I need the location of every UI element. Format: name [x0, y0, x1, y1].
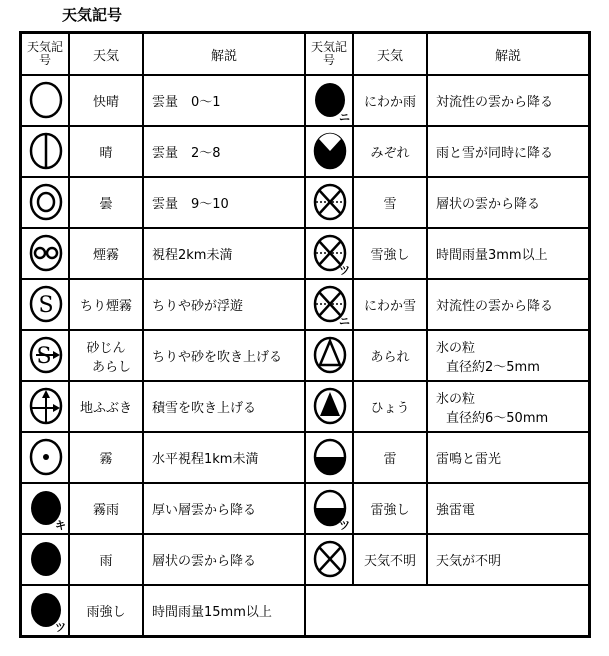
- weather-description-text: 氷の粒: [436, 391, 476, 407]
- table-row: [21, 432, 590, 483]
- weather-name: [353, 75, 427, 126]
- symbol-cell: [21, 177, 70, 228]
- weather-name: [353, 177, 427, 228]
- hail-icon: [306, 383, 352, 431]
- weather-name: [69, 228, 143, 279]
- symbol-cell: [305, 177, 353, 228]
- weather-description-text: 時間雨量3mm以上: [436, 248, 548, 263]
- weather-name-text: 雪: [383, 197, 397, 212]
- weather-name: [69, 177, 143, 228]
- symbol-cell: [21, 228, 70, 279]
- header-description: 解説: [143, 33, 305, 76]
- symbol-cell: [305, 381, 353, 432]
- weather-description-text: 雲量 2〜8: [152, 146, 221, 161]
- table-row: [21, 279, 590, 330]
- weather-name: [69, 432, 143, 483]
- weather-name: [353, 534, 427, 585]
- table-row: [21, 534, 590, 585]
- sleet-icon: [306, 128, 352, 176]
- weather-description: [143, 126, 305, 177]
- header-weather: 天気: [353, 33, 427, 76]
- header-weather: 天気: [69, 33, 143, 76]
- weather-name-text: 雨強し: [86, 605, 126, 620]
- snowdrift-icon: [22, 383, 68, 431]
- weather-description: [143, 534, 305, 585]
- weather-description: [143, 330, 305, 381]
- symbol-cell: [305, 432, 353, 483]
- weather-name: [353, 126, 427, 177]
- symbol-intensity-mark: ツ: [339, 519, 350, 532]
- weather-description-text: 水平視程1km未満: [152, 452, 259, 467]
- weather-name-text: 霧: [99, 452, 113, 467]
- weather-description-text: 時間雨量15mm以上: [152, 605, 272, 620]
- rain-icon: [22, 536, 68, 584]
- symbol-cell: [21, 126, 70, 177]
- table-row: [21, 381, 590, 432]
- weather-name-text: 曇: [99, 197, 113, 212]
- weather-description: [427, 126, 590, 177]
- weather-name-text: 煙霧: [92, 248, 119, 263]
- weather-description-text: 層状の雲から降る: [436, 197, 541, 212]
- table-row: [21, 126, 590, 177]
- symbol-intensity-mark: キ: [55, 519, 66, 532]
- symbol-cell: [21, 330, 70, 381]
- weather-name: [69, 126, 143, 177]
- symbol-intensity-mark: ツ: [55, 621, 66, 634]
- thunder-icon: [306, 434, 352, 482]
- weather-description-subtext: 直径約2〜5mm: [446, 359, 540, 375]
- weather-description: [427, 381, 590, 432]
- weather-description: [143, 228, 305, 279]
- weather-description-text: 対流性の雲から降る: [436, 95, 554, 110]
- weather-description: [143, 381, 305, 432]
- fog-icon: [22, 434, 68, 482]
- symbol-cell: [21, 279, 70, 330]
- weather-name-text: 雨: [99, 554, 113, 569]
- weather-description: [143, 75, 305, 126]
- symbol-cell: [21, 483, 70, 534]
- symbol-cell: [305, 228, 353, 279]
- symbol-cell: [305, 483, 353, 534]
- weather-description: [427, 75, 590, 126]
- weather-name-text: 砂じん: [86, 340, 126, 356]
- weather-name: [69, 585, 143, 637]
- weather-name: [353, 330, 427, 381]
- symbol-cell: [305, 330, 353, 381]
- weather-description-text: ちりや砂を吹き上げる: [152, 350, 283, 365]
- weather-description-text: 天気が不明: [436, 554, 502, 569]
- weather-description-text: 強雷電: [436, 503, 476, 518]
- weather-description-text: 雲量 0〜1: [152, 95, 221, 110]
- weather-description-text: 雨と雪が同時に降る: [436, 146, 554, 161]
- small-hail-icon: [306, 332, 352, 380]
- weather-name-text: にわか雨: [363, 95, 416, 110]
- symbol-cell: [21, 534, 70, 585]
- weather-description-text: 厚い層雲から降る: [152, 503, 257, 518]
- svg-text:S: S: [38, 292, 54, 318]
- weather-name-text: 雷強し: [370, 503, 410, 518]
- table-row: [21, 330, 590, 381]
- clear-icon: [22, 77, 68, 125]
- weather-description: [427, 330, 590, 381]
- symbol-cell: [21, 585, 70, 637]
- table-row: [21, 228, 590, 279]
- weather-name: [353, 432, 427, 483]
- fair-icon: [22, 128, 68, 176]
- symbol-cell: [21, 381, 70, 432]
- weather-description-subtext: 直径約6〜50mm: [446, 410, 549, 426]
- weather-name: [69, 381, 143, 432]
- weather-name-text: みぞれ: [370, 146, 410, 161]
- empty-cell: [305, 585, 590, 637]
- sandstorm-icon: [22, 332, 68, 380]
- unknown-weather-icon: [306, 536, 352, 584]
- weather-symbol-table: [19, 31, 591, 638]
- symbol-intensity-mark: ニ: [339, 111, 350, 124]
- weather-description: [143, 585, 305, 637]
- weather-description: [427, 279, 590, 330]
- weather-name-text: 天気不明: [363, 554, 416, 569]
- symbol-cell: [21, 432, 70, 483]
- weather-name: [353, 483, 427, 534]
- weather-name: [353, 279, 427, 330]
- weather-description: [143, 483, 305, 534]
- weather-name: [69, 330, 143, 381]
- weather-name: [69, 483, 143, 534]
- weather-description-text: 対流性の雲から降る: [436, 299, 554, 314]
- weather-name: [353, 381, 427, 432]
- weather-name-text: 地ふぶき: [79, 401, 132, 416]
- dust-icon: [22, 281, 68, 329]
- haze-icon: [22, 230, 68, 278]
- weather-description: [427, 228, 590, 279]
- symbol-intensity-mark: ツ: [339, 264, 350, 277]
- header-description: 解説: [427, 33, 590, 76]
- symbol-cell: [305, 126, 353, 177]
- weather-description: [427, 177, 590, 228]
- weather-name-text: にわか雪: [363, 299, 416, 314]
- weather-description-text: 雷鳴と雷光: [436, 452, 502, 467]
- weather-description: [143, 279, 305, 330]
- table-row: [21, 177, 590, 228]
- table-row: [21, 75, 590, 126]
- header-row: [21, 33, 590, 76]
- weather-name: [353, 228, 427, 279]
- weather-description-text: 積雪を吹き上げる: [152, 401, 257, 416]
- weather-name-text: 霧雨: [92, 503, 119, 518]
- table-row: [21, 585, 590, 637]
- weather-name-text: ひょう: [370, 401, 410, 416]
- weather-description: [427, 534, 590, 585]
- weather-name: [69, 75, 143, 126]
- symbol-cell: [305, 534, 353, 585]
- weather-name-text: 晴: [99, 146, 113, 161]
- symbol-cell: [305, 75, 353, 126]
- table-row: [21, 483, 590, 534]
- page-title: 天気記号: [62, 6, 123, 24]
- weather-name: [69, 534, 143, 585]
- snow-icon: [306, 179, 352, 227]
- symbol-intensity-mark: ニ: [339, 315, 350, 328]
- cloudy-icon: [22, 179, 68, 227]
- weather-description: [427, 483, 590, 534]
- symbol-cell: [305, 279, 353, 330]
- svg-text:S: S: [36, 343, 52, 369]
- weather-name-text: 雪強し: [370, 248, 410, 263]
- weather-description-text: 氷の粒: [436, 340, 476, 356]
- weather-name-text: 雷: [383, 452, 397, 467]
- weather-name-text: あられ: [370, 350, 410, 365]
- weather-description-text: 視程2km未満: [152, 248, 233, 263]
- header-symbol: 天気記号: [21, 33, 70, 76]
- weather-description: [143, 177, 305, 228]
- weather-description: [427, 432, 590, 483]
- weather-name-text: 快晴: [92, 95, 119, 110]
- weather-description-text: 雲量 9〜10: [152, 197, 229, 212]
- weather-name-text: ちり煙霧: [79, 299, 132, 314]
- weather-name-subtext: あらし: [92, 359, 132, 375]
- weather-description-text: 層状の雲から降る: [152, 554, 257, 569]
- header-symbol: 天気記号: [305, 33, 353, 76]
- weather-description: [143, 432, 305, 483]
- weather-name: [69, 279, 143, 330]
- weather-description-text: ちりや砂が浮遊: [152, 299, 244, 314]
- symbol-cell: [21, 75, 70, 126]
